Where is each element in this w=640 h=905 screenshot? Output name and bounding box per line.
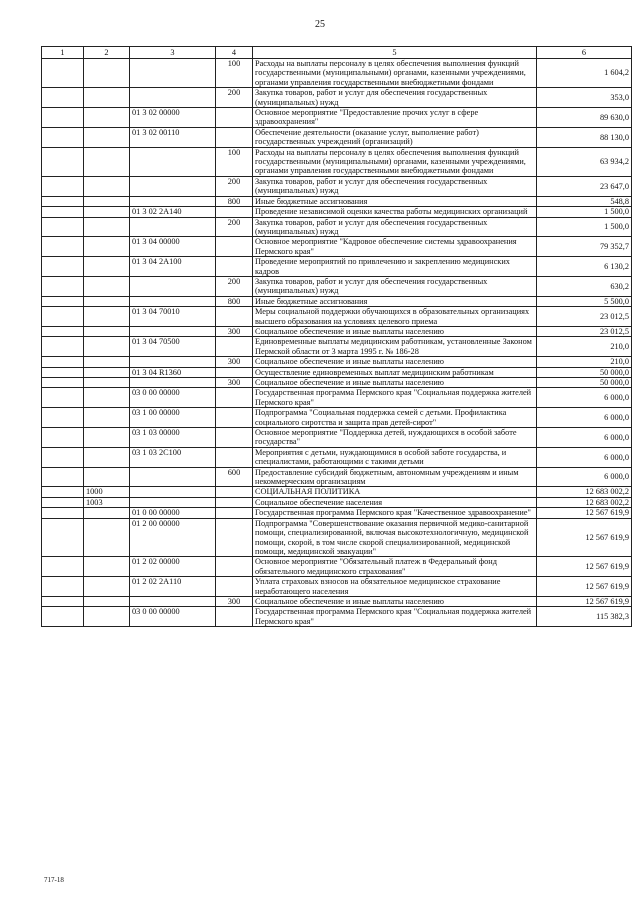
- cell-amount: 12 567 619,9: [537, 577, 632, 597]
- table-row: [42, 447, 632, 467]
- cell-amount: 12 683 002,2: [537, 487, 632, 497]
- table-row: [42, 367, 632, 377]
- cell-amount: 630,2: [537, 276, 632, 296]
- cell-expense-type: 800: [216, 296, 253, 306]
- cell-amount: 12 567 619,9: [537, 508, 632, 518]
- header-cell: 4: [216, 47, 253, 59]
- cell-description: Единовременные выплаты медицинским работникам, установленные Законом Пермской области от 3 марта 1995 г. № 186-28: [253, 337, 537, 357]
- cell-description: Расходы на выплаты персоналу в целях обеспечения выполнения функций государственными (муниципальными) органами, казенными учреждениями, органами управления государственными внебюджетными фондами: [253, 59, 537, 88]
- cell-section: [42, 237, 84, 257]
- cell-amount: 6 000,0: [537, 447, 632, 467]
- cell-subsection: [84, 557, 130, 577]
- footer-code: 717-18: [44, 876, 64, 884]
- cell-expense-type: [216, 388, 253, 408]
- cell-description: Уплата страховых взносов на обязательное медицинское страхование неработающего населения: [253, 577, 537, 597]
- cell-section: [42, 59, 84, 88]
- cell-subsection: [84, 518, 130, 557]
- cell-subsection: [84, 577, 130, 597]
- cell-target-article: [130, 596, 216, 606]
- cell-amount: 89 630,0: [537, 108, 632, 128]
- table-row: [42, 428, 632, 448]
- cell-section: [42, 467, 84, 487]
- cell-target-article: 01 2 00 00000: [130, 518, 216, 557]
- cell-amount: 115 382,3: [537, 607, 632, 627]
- cell-amount: 353,0: [537, 88, 632, 108]
- table-row: [42, 607, 632, 627]
- cell-expense-type: [216, 108, 253, 128]
- cell-amount: 210,0: [537, 357, 632, 367]
- table-row: [42, 176, 632, 196]
- cell-subsection: [84, 147, 130, 176]
- table-row: [42, 307, 632, 327]
- cell-expense-type: [216, 487, 253, 497]
- cell-target-article: [130, 467, 216, 487]
- table-row: [42, 508, 632, 518]
- cell-amount: 88 130,0: [537, 127, 632, 147]
- cell-target-article: [130, 59, 216, 88]
- cell-description: СОЦИАЛЬНАЯ ПОЛИТИКА: [253, 487, 537, 497]
- cell-subsection: [84, 596, 130, 606]
- table-row: [42, 518, 632, 557]
- cell-subsection: [84, 357, 130, 367]
- header-cell: 5: [253, 47, 537, 59]
- cell-target-article: [130, 487, 216, 497]
- cell-amount: 23 012,5: [537, 307, 632, 327]
- cell-expense-type: [216, 577, 253, 597]
- cell-expense-type: [216, 127, 253, 147]
- header-cell: 6: [537, 47, 632, 59]
- cell-expense-type: [216, 518, 253, 557]
- cell-description: Основное мероприятие "Кадровое обеспечение системы здравоохранения Пермского края": [253, 237, 537, 257]
- cell-target-article: [130, 217, 216, 237]
- cell-description: Основное мероприятие "Предоставление прочих услуг в сфере здравоохранения": [253, 108, 537, 128]
- cell-target-article: 01 2 02 2А110: [130, 577, 216, 597]
- cell-description: Основное мероприятие "Поддержка детей, нуждающихся в особой заботе государства": [253, 428, 537, 448]
- cell-section: [42, 217, 84, 237]
- cell-subsection: 1000: [84, 487, 130, 497]
- cell-target-article: 01 2 02 00000: [130, 557, 216, 577]
- cell-expense-type: [216, 367, 253, 377]
- cell-subsection: [84, 237, 130, 257]
- cell-amount: 12 567 619,9: [537, 518, 632, 557]
- cell-subsection: [84, 508, 130, 518]
- cell-amount: 6 130,2: [537, 257, 632, 277]
- cell-amount: 63 934,2: [537, 147, 632, 176]
- cell-subsection: [84, 59, 130, 88]
- cell-target-article: [130, 88, 216, 108]
- cell-description: Обеспечение деятельности (оказание услуг, выполнение работ) государственных учреждений (организаций): [253, 127, 537, 147]
- cell-section: [42, 337, 84, 357]
- cell-amount: 50 000,0: [537, 367, 632, 377]
- table-row: [42, 408, 632, 428]
- cell-section: [42, 307, 84, 327]
- cell-amount: 23 647,0: [537, 176, 632, 196]
- header-cell: 3: [130, 47, 216, 59]
- cell-expense-type: 600: [216, 467, 253, 487]
- cell-expense-type: [216, 257, 253, 277]
- table-row: [42, 467, 632, 487]
- cell-section: [42, 147, 84, 176]
- cell-description: Подпрограмма "Совершенствование оказания первичной медико-санитарной помощи, специализированной, включая высокотехнологичную, медицинской помощи, скорой, в том числе скорой специализированной, медицинской помощи, медицинской эвакуации": [253, 518, 537, 557]
- cell-subsection: [84, 257, 130, 277]
- cell-target-article: 01 3 02 00000: [130, 108, 216, 128]
- cell-amount: 548,8: [537, 196, 632, 206]
- cell-expense-type: [216, 307, 253, 327]
- table-row: [42, 88, 632, 108]
- cell-target-article: 03 1 03 00000: [130, 428, 216, 448]
- table-row: [42, 487, 632, 497]
- cell-expense-type: 300: [216, 596, 253, 606]
- table-row: [42, 147, 632, 176]
- table-row: [42, 388, 632, 408]
- cell-expense-type: [216, 508, 253, 518]
- cell-section: [42, 326, 84, 336]
- table-row: [42, 59, 632, 88]
- cell-amount: 210,0: [537, 337, 632, 357]
- cell-target-article: [130, 357, 216, 367]
- cell-description: Социальное обеспечение и иные выплаты населению: [253, 596, 537, 606]
- cell-amount: 50 000,0: [537, 378, 632, 388]
- cell-description: Проведение независимой оценки качества работы медицинских организаций: [253, 207, 537, 217]
- cell-expense-type: 100: [216, 59, 253, 88]
- cell-description: Подпрограмма "Социальная поддержка семей с детьми. Профилактика социального сиротства и защита прав детей-сирот": [253, 408, 537, 428]
- cell-section: [42, 108, 84, 128]
- cell-description: Мероприятия с детьми, нуждающимися в особой заботе государства, и специалистами, работающими с такими детьми: [253, 447, 537, 467]
- cell-target-article: 01 3 04 2А100: [130, 257, 216, 277]
- cell-target-article: [130, 276, 216, 296]
- cell-description: Социальное обеспечение и иные выплаты населению: [253, 378, 537, 388]
- cell-description: Меры социальной поддержки обучающихся в образовательных организациях высшего образования на условиях целевого приема: [253, 307, 537, 327]
- cell-description: Государственная программа Пермского края "Социальная поддержка жителей Пермского края": [253, 607, 537, 627]
- cell-amount: 12 567 619,9: [537, 557, 632, 577]
- cell-description: Закупка товаров, работ и услуг для обеспечения государственных (муниципальных) нужд: [253, 276, 537, 296]
- table-row: [42, 357, 632, 367]
- cell-target-article: [130, 196, 216, 206]
- cell-subsection: [84, 296, 130, 306]
- cell-section: [42, 487, 84, 497]
- table-row: [42, 337, 632, 357]
- cell-section: [42, 257, 84, 277]
- budget-table-body: [42, 47, 632, 627]
- cell-description: Предоставление субсидий бюджетным, автономным учреждениям и иным некоммерческим организациям: [253, 467, 537, 487]
- cell-target-article: 03 1 03 2С100: [130, 447, 216, 467]
- table-row: [42, 257, 632, 277]
- cell-target-article: 03 1 00 00000: [130, 408, 216, 428]
- cell-target-article: 01 3 02 00110: [130, 127, 216, 147]
- cell-description: Закупка товаров, работ и услуг для обеспечения государственных (муниципальных) нужд: [253, 88, 537, 108]
- cell-section: [42, 607, 84, 627]
- cell-section: [42, 508, 84, 518]
- cell-expense-type: 300: [216, 378, 253, 388]
- cell-target-article: 01 3 02 2А140: [130, 207, 216, 217]
- cell-section: [42, 357, 84, 367]
- cell-amount: 6 000,0: [537, 408, 632, 428]
- cell-target-article: [130, 497, 216, 507]
- cell-target-article: [130, 378, 216, 388]
- cell-section: [42, 296, 84, 306]
- cell-section: [42, 447, 84, 467]
- cell-section: [42, 577, 84, 597]
- cell-expense-type: [216, 337, 253, 357]
- cell-amount: 12 567 619,9: [537, 596, 632, 606]
- cell-subsection: [84, 428, 130, 448]
- cell-description: Социальное обеспечение и иные выплаты населению: [253, 357, 537, 367]
- cell-expense-type: 300: [216, 357, 253, 367]
- cell-description: Государственная программа Пермского края "Качественное здравоохранение": [253, 508, 537, 518]
- cell-amount: 6 000,0: [537, 388, 632, 408]
- cell-target-article: [130, 296, 216, 306]
- cell-subsection: [84, 607, 130, 627]
- cell-amount: 5 500,0: [537, 296, 632, 306]
- cell-amount: 6 000,0: [537, 467, 632, 487]
- cell-description: Осуществление единовременных выплат медицинским работникам: [253, 367, 537, 377]
- cell-expense-type: [216, 428, 253, 448]
- cell-subsection: [84, 207, 130, 217]
- cell-expense-type: 200: [216, 176, 253, 196]
- cell-target-article: [130, 147, 216, 176]
- cell-subsection: [84, 326, 130, 336]
- cell-section: [42, 596, 84, 606]
- cell-subsection: [84, 127, 130, 147]
- cell-section: [42, 378, 84, 388]
- cell-subsection: [84, 447, 130, 467]
- table-row: [42, 378, 632, 388]
- table-row: [42, 596, 632, 606]
- table-row: [42, 577, 632, 597]
- cell-section: [42, 367, 84, 377]
- cell-expense-type: [216, 607, 253, 627]
- cell-expense-type: [216, 237, 253, 257]
- cell-description: Закупка товаров, работ и услуг для обеспечения государственных (муниципальных) нужд: [253, 217, 537, 237]
- cell-expense-type: 200: [216, 88, 253, 108]
- cell-section: [42, 196, 84, 206]
- cell-expense-type: [216, 408, 253, 428]
- cell-amount: 6 000,0: [537, 428, 632, 448]
- table-row: [42, 296, 632, 306]
- cell-amount: 1 500,0: [537, 217, 632, 237]
- cell-subsection: [84, 408, 130, 428]
- cell-target-article: 03 0 00 00000: [130, 388, 216, 408]
- cell-subsection: [84, 378, 130, 388]
- cell-section: [42, 176, 84, 196]
- cell-target-article: 01 3 04 00000: [130, 237, 216, 257]
- cell-description: Социальное обеспечение населения: [253, 497, 537, 507]
- cell-amount: 23 012,5: [537, 326, 632, 336]
- cell-expense-type: [216, 497, 253, 507]
- cell-amount: 12 683 002,2: [537, 497, 632, 507]
- cell-section: [42, 207, 84, 217]
- cell-target-article: 01 3 04 70500: [130, 337, 216, 357]
- cell-target-article: [130, 176, 216, 196]
- cell-description: Проведение мероприятий по привлечению и закреплению медицинских кадров: [253, 257, 537, 277]
- cell-subsection: [84, 196, 130, 206]
- cell-description: Иные бюджетные ассигнования: [253, 196, 537, 206]
- table-row: [42, 326, 632, 336]
- cell-amount: 1 604,2: [537, 59, 632, 88]
- cell-target-article: 01 3 04 70010: [130, 307, 216, 327]
- cell-target-article: 01 3 04 R1360: [130, 367, 216, 377]
- table-row: [42, 497, 632, 507]
- table-row: [42, 557, 632, 577]
- cell-section: [42, 276, 84, 296]
- cell-subsection: [84, 108, 130, 128]
- table-header-row: [42, 47, 632, 59]
- cell-section: [42, 557, 84, 577]
- table-row: [42, 196, 632, 206]
- cell-section: [42, 388, 84, 408]
- cell-expense-type: 200: [216, 217, 253, 237]
- cell-subsection: [84, 176, 130, 196]
- table-row: [42, 217, 632, 237]
- cell-target-article: 03 0 00 00000: [130, 607, 216, 627]
- cell-description: Государственная программа Пермского края "Социальная поддержка жителей Пермского края": [253, 388, 537, 408]
- cell-subsection: [84, 217, 130, 237]
- cell-subsection: [84, 388, 130, 408]
- cell-subsection: [84, 307, 130, 327]
- cell-expense-type: [216, 207, 253, 217]
- table-row: [42, 237, 632, 257]
- cell-description: Закупка товаров, работ и услуг для обеспечения государственных (муниципальных) нужд: [253, 176, 537, 196]
- cell-subsection: [84, 467, 130, 487]
- cell-target-article: 01 0 00 00000: [130, 508, 216, 518]
- table-row: [42, 207, 632, 217]
- cell-description: Основное мероприятие "Обязательный платеж в Федеральный фонд обязательного медицинского страхования": [253, 557, 537, 577]
- cell-expense-type: 200: [216, 276, 253, 296]
- table-row: [42, 276, 632, 296]
- cell-section: [42, 518, 84, 557]
- cell-subsection: [84, 367, 130, 377]
- cell-subsection: [84, 276, 130, 296]
- cell-section: [42, 408, 84, 428]
- cell-section: [42, 127, 84, 147]
- cell-section: [42, 497, 84, 507]
- cell-description: Расходы на выплаты персоналу в целях обеспечения выполнения функций государственными (муниципальными) органами, казенными учреждениями, органами управления государственными внебюджетными фондами: [253, 147, 537, 176]
- cell-amount: 1 500,0: [537, 207, 632, 217]
- cell-target-article: [130, 326, 216, 336]
- cell-subsection: [84, 337, 130, 357]
- table-row: [42, 108, 632, 128]
- header-cell: 1: [42, 47, 84, 59]
- header-cell: 2: [84, 47, 130, 59]
- cell-expense-type: 100: [216, 147, 253, 176]
- cell-subsection: 1003: [84, 497, 130, 507]
- cell-amount: 79 352,7: [537, 237, 632, 257]
- cell-description: Социальное обеспечение и иные выплаты населению: [253, 326, 537, 336]
- cell-description: Иные бюджетные ассигнования: [253, 296, 537, 306]
- cell-expense-type: [216, 447, 253, 467]
- cell-section: [42, 428, 84, 448]
- cell-expense-type: 300: [216, 326, 253, 336]
- cell-section: [42, 88, 84, 108]
- cell-expense-type: 800: [216, 196, 253, 206]
- page-number: 25: [315, 19, 325, 30]
- cell-subsection: [84, 88, 130, 108]
- table-row: [42, 127, 632, 147]
- budget-table: [41, 46, 632, 627]
- cell-expense-type: [216, 557, 253, 577]
